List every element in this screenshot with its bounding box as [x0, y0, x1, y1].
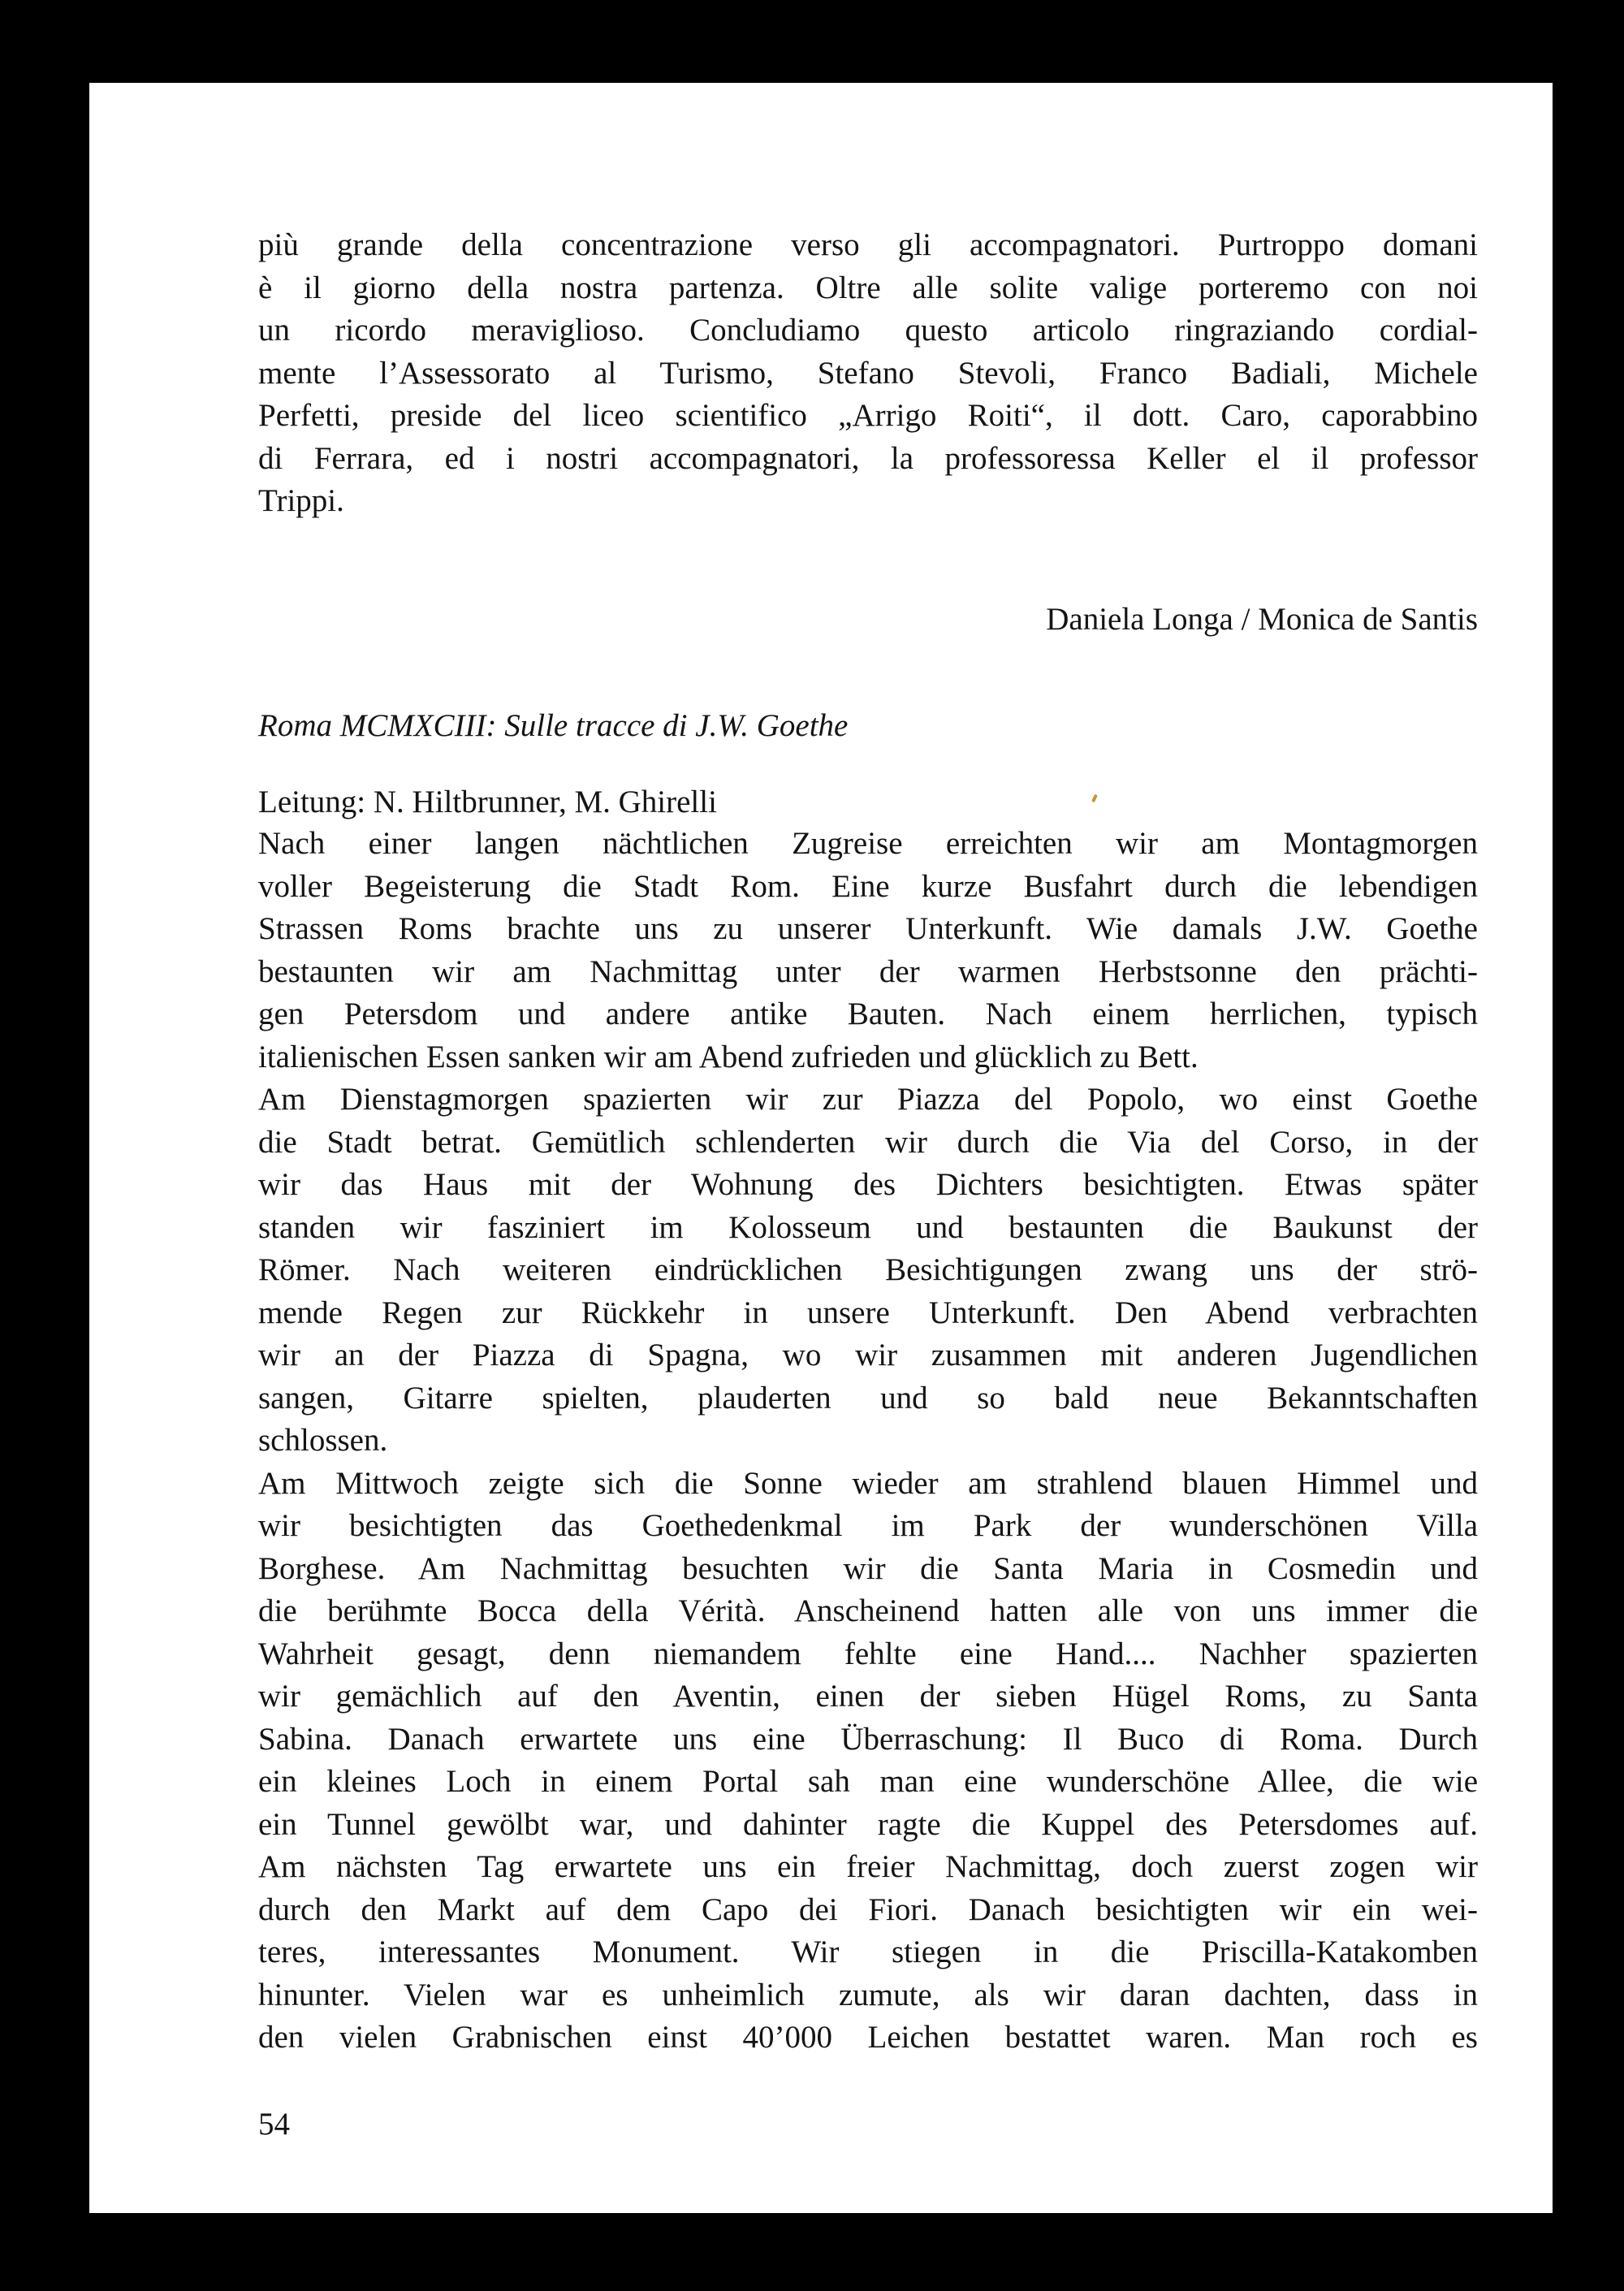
body-line: ein Tunnel gewölbt war, und dahinter ragte die Kuppel des Petersdomes auf.	[258, 1806, 1478, 1842]
body-line: italienischen Essen sanken wir am Abend zufrieden und glücklich zu Bett.	[258, 1039, 1199, 1074]
body-line: wir besichtigten das Goethedenkmal im Park der wunderschönen Villa	[258, 1508, 1478, 1543]
body-line: Nach einer langen nächtlichen Zugreise erreichten wir am Montagmorgen	[258, 826, 1478, 861]
author-signature: Daniela Longa / Monica de Santis	[1046, 602, 1478, 637]
body-line: mende Regen zur Rückkehr in unsere Unterkunft. Den Abend verbrachten	[258, 1295, 1478, 1330]
intro-line: Perfetti, preside del liceo scientifico „Arrigo Roiti“, il dott. Caro, caporabbino	[258, 398, 1478, 433]
body-line: sangen, Gitarre spielten, plauderten und so bald neue Bekanntschaften	[258, 1380, 1478, 1416]
leitung-line: Leitung: N. Hiltbrunner, M. Ghirelli	[258, 785, 717, 819]
body-line: voller Begeisterung die Stadt Rom. Eine kurze Busfahrt durch die lebendigen	[258, 868, 1478, 904]
body-line: die berühmte Bocca della Vérità. Anscheinend hatten alle von uns immer die	[258, 1593, 1478, 1628]
body-line: hinunter. Vielen war es unheimlich zumute, als wir daran dachten, dass in	[258, 1977, 1478, 2012]
body-line: durch den Markt auf dem Capo dei Fiori. Danach besichtigten wir ein wei-	[258, 1891, 1478, 1927]
body-line: standen wir fasziniert im Kolosseum und bestaunten die Baukunst der	[258, 1209, 1478, 1245]
body-line: Am Mittwoch zeigte sich die Sonne wieder am strahlend blauen Himmel und	[258, 1465, 1478, 1501]
body-line: die Stadt betrat. Gemütlich schlenderten wir durch die Via del Corso, in der	[258, 1124, 1478, 1160]
body-line: gen Petersdom und andere antike Bauten. Nach einem herrlichen, typisch	[258, 996, 1478, 1031]
body-line: ein kleines Loch in einem Portal sah man eine wunderschöne Allee, die wie	[258, 1764, 1478, 1799]
body-line: Wahrheit gesagt, denn niemandem fehlte eine Hand.... Nachher spazierten	[258, 1636, 1478, 1671]
body-line: Borghese. Am Nachmittag besuchten wir die Santa Maria in Cosmedin und	[258, 1550, 1478, 1586]
intro-line: è il giorno della nostra partenza. Oltre alle solite valige porteremo con noi	[258, 270, 1478, 305]
body-line: bestaunten wir am Nachmittag unter der warmen Herbstsonne den prächti-	[258, 953, 1478, 989]
intro-line: di Ferrara, ed i nostri accompagnatori, la professoressa Keller el il professor	[258, 440, 1478, 476]
intro-line: un ricordo meraviglioso. Concludiamo questo articolo ringraziando cordial-	[258, 313, 1478, 348]
body-line: schlossen.	[258, 1423, 388, 1458]
body-line: teres, interessantes Monument. Wir stiegen in die Priscilla-Katakomben	[258, 1934, 1478, 1969]
body-line: Strassen Roms brachte uns zu unserer Unterkunft. Wie damals J.W. Goethe	[258, 911, 1478, 946]
body-line: wir das Haus mit der Wohnung des Dichters besichtigten. Etwas später	[258, 1167, 1478, 1202]
intro-paragraph	[258, 224, 1478, 523]
article-title: Roma MCMXCIII: Sulle tracce di J.W. Goethe	[258, 708, 849, 743]
body-line: wir gemächlich auf den Aventin, einen der sieben Hügel Roms, zu Santa	[258, 1679, 1478, 1714]
article-body	[258, 823, 1478, 2060]
scan-speck	[1091, 794, 1098, 803]
body-line: wir an der Piazza di Spagna, wo wir zusammen mit anderen Jugendlichen	[258, 1338, 1478, 1372]
body-line: den vielen Grabnischen einst 40’000 Leichen bestattet waren. Man roch es	[258, 2020, 1478, 2055]
body-line: Am Dienstagmorgen spazierten wir zur Piazza del Popolo, wo einst Goethe	[258, 1082, 1478, 1117]
intro-line: più grande della concentrazione verso gli accompagnatori. Purtroppo domani	[258, 227, 1478, 262]
body-line: Am nächsten Tag erwartete uns ein freier Nachmittag, doch zuerst zogen wir	[258, 1849, 1478, 1884]
document-page	[89, 83, 1553, 2213]
intro-line: Trippi.	[258, 483, 344, 518]
body-line: Römer. Nach weiteren eindrücklichen Besichtigungen zwang uns der strö-	[258, 1252, 1478, 1287]
intro-line: mente l’Assessorato al Turismo, Stefano Stevoli, Franco Badiali, Michele	[258, 355, 1478, 391]
page-number: 54	[258, 2107, 290, 2142]
body-line: Sabina. Danach erwartete uns eine Überraschung: Il Buco di Roma. Durch	[258, 1721, 1478, 1757]
